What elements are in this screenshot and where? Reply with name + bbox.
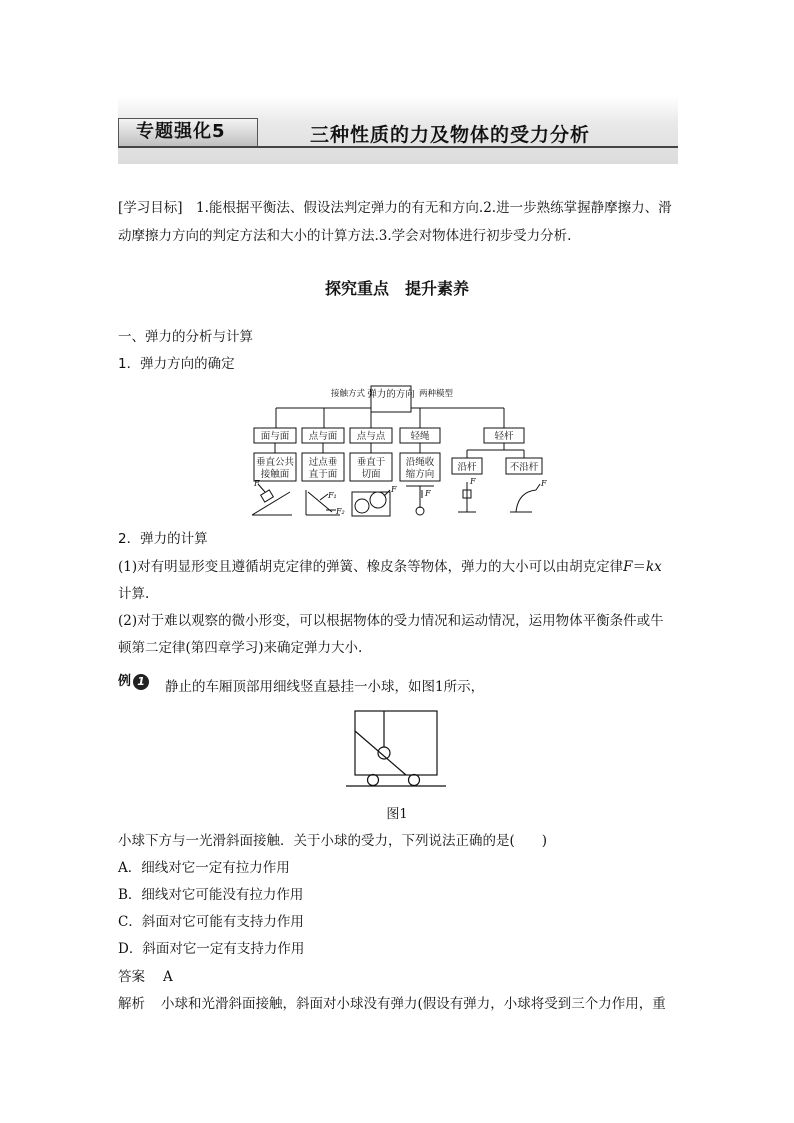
desc5: 沿杆 — [457, 462, 477, 473]
sketch3-force-label: F — [391, 485, 397, 494]
answer-value: A — [163, 969, 173, 985]
example-stem: 静止的车厢顶部用细线竖直悬挂一小球，如图1所示， — [165, 679, 485, 695]
desc4-line2: 缩方向 — [405, 469, 435, 480]
example-label: 例 — [118, 674, 132, 689]
option-b: B．细线对它可能没有拉力作用 — [118, 887, 304, 903]
formula-eq: ＝ — [632, 559, 646, 575]
part1-sub2: 2．弹力的计算 — [118, 531, 208, 547]
calc-p2-line1: (2)对于难以观察的微小形变，可以根据物体的受力情况和运动情况，运用物体平衡条件或牛 — [118, 613, 664, 629]
cat-light-rope: 轻绳 — [410, 431, 430, 442]
formula-F: F — [623, 559, 633, 575]
part1-sub1: 1．弹力方向的确定 — [118, 356, 235, 372]
example-number: 1 — [133, 674, 149, 690]
example-question: 小球下方与一光滑斜面接触．关于小球的受力，下列说法正确的是( ) — [118, 833, 548, 849]
sketch2-force2-label: F₂ — [336, 507, 345, 516]
objectives-line-2: 动摩擦力方向的判定方法和大小的计算方法.3.学会对物体进行初步受力分析. — [118, 228, 572, 244]
part1-heading: 一、弹力的分析与计算 — [118, 329, 253, 345]
contact-label: 接触方式 — [330, 389, 366, 399]
desc3-line1: 垂直于 — [356, 457, 386, 468]
sketch5-force-label: F — [470, 477, 476, 486]
desc4-line1: 沿绳收 — [405, 457, 435, 468]
sketch6-force-label: F — [541, 479, 547, 488]
incline — [355, 731, 406, 775]
option-a: A．细线对它一定有拉力作用 — [118, 860, 290, 876]
cat-point-point: 点与点 — [356, 431, 386, 442]
cat-face-face: 面与面 — [260, 431, 290, 442]
calc-p1-line2: 计算. — [118, 586, 150, 602]
page-title: 三种性质的力及物体的受力分析 — [310, 124, 591, 146]
sketch1-force-label: F — [254, 479, 260, 488]
desc2-line2: 直于面 — [308, 469, 338, 480]
figure-1-caption: 图1 — [386, 807, 408, 822]
answer-line — [118, 966, 680, 988]
model-label: 两种模型 — [418, 389, 454, 399]
analysis-line — [118, 993, 680, 1015]
wheel-left — [368, 775, 379, 786]
calc-p1-text: (1)对有明显形变且遵循胡克定律的弹簧、橡皮条等物体，弹力的大小可以由胡克定律 — [118, 559, 624, 575]
analysis-label: 解析 — [118, 996, 145, 1012]
desc3-line2: 切面 — [361, 469, 381, 480]
objectives-line-1: [学习目标] 1.能根据平衡法、假设法判定弹力的有无和方向.2.进一步熟练掌握静摩擦力、滑 — [118, 200, 672, 216]
option-c: C．斜面对它可能有支持力作用 — [118, 914, 304, 930]
formula-kx: kx — [646, 559, 662, 575]
sketch2-force1-label: F₁ — [328, 491, 337, 500]
wheel-right — [409, 775, 420, 786]
sketch4-force-label: F — [425, 489, 431, 498]
elastic-force-direction-diagram — [240, 380, 560, 520]
calc-p1-line1 — [118, 556, 680, 578]
cat-point-face: 点与面 — [308, 431, 338, 442]
example-badge — [118, 670, 149, 690]
option-d: D．斜面对它一定有支持力作用 — [118, 941, 305, 957]
cart-body — [355, 711, 437, 775]
topic-tag: 专题强化5 — [136, 121, 226, 142]
desc6: 不沿杆 — [509, 462, 539, 473]
answer-label: 答案 — [118, 969, 145, 985]
calc-p2-line2: 顿第二定律(第四章学习)来确定弹力大小. — [118, 640, 363, 656]
analysis-text: 小球和光滑斜面接触，斜面对小球没有弹力(假设有弹力，小球将受到三个力作用，重 — [161, 996, 666, 1012]
section-heading: 探究重点 提升素养 — [324, 279, 469, 298]
cat-light-rod: 轻杆 — [494, 431, 514, 442]
desc1-line2: 接触面 — [260, 469, 290, 480]
figure-1-cart — [340, 705, 452, 797]
top-box-line-1: 弹力的方向 — [367, 389, 415, 400]
desc2-line1: 过点垂 — [308, 457, 338, 468]
desc1-line1: 垂直公共 — [255, 457, 295, 468]
